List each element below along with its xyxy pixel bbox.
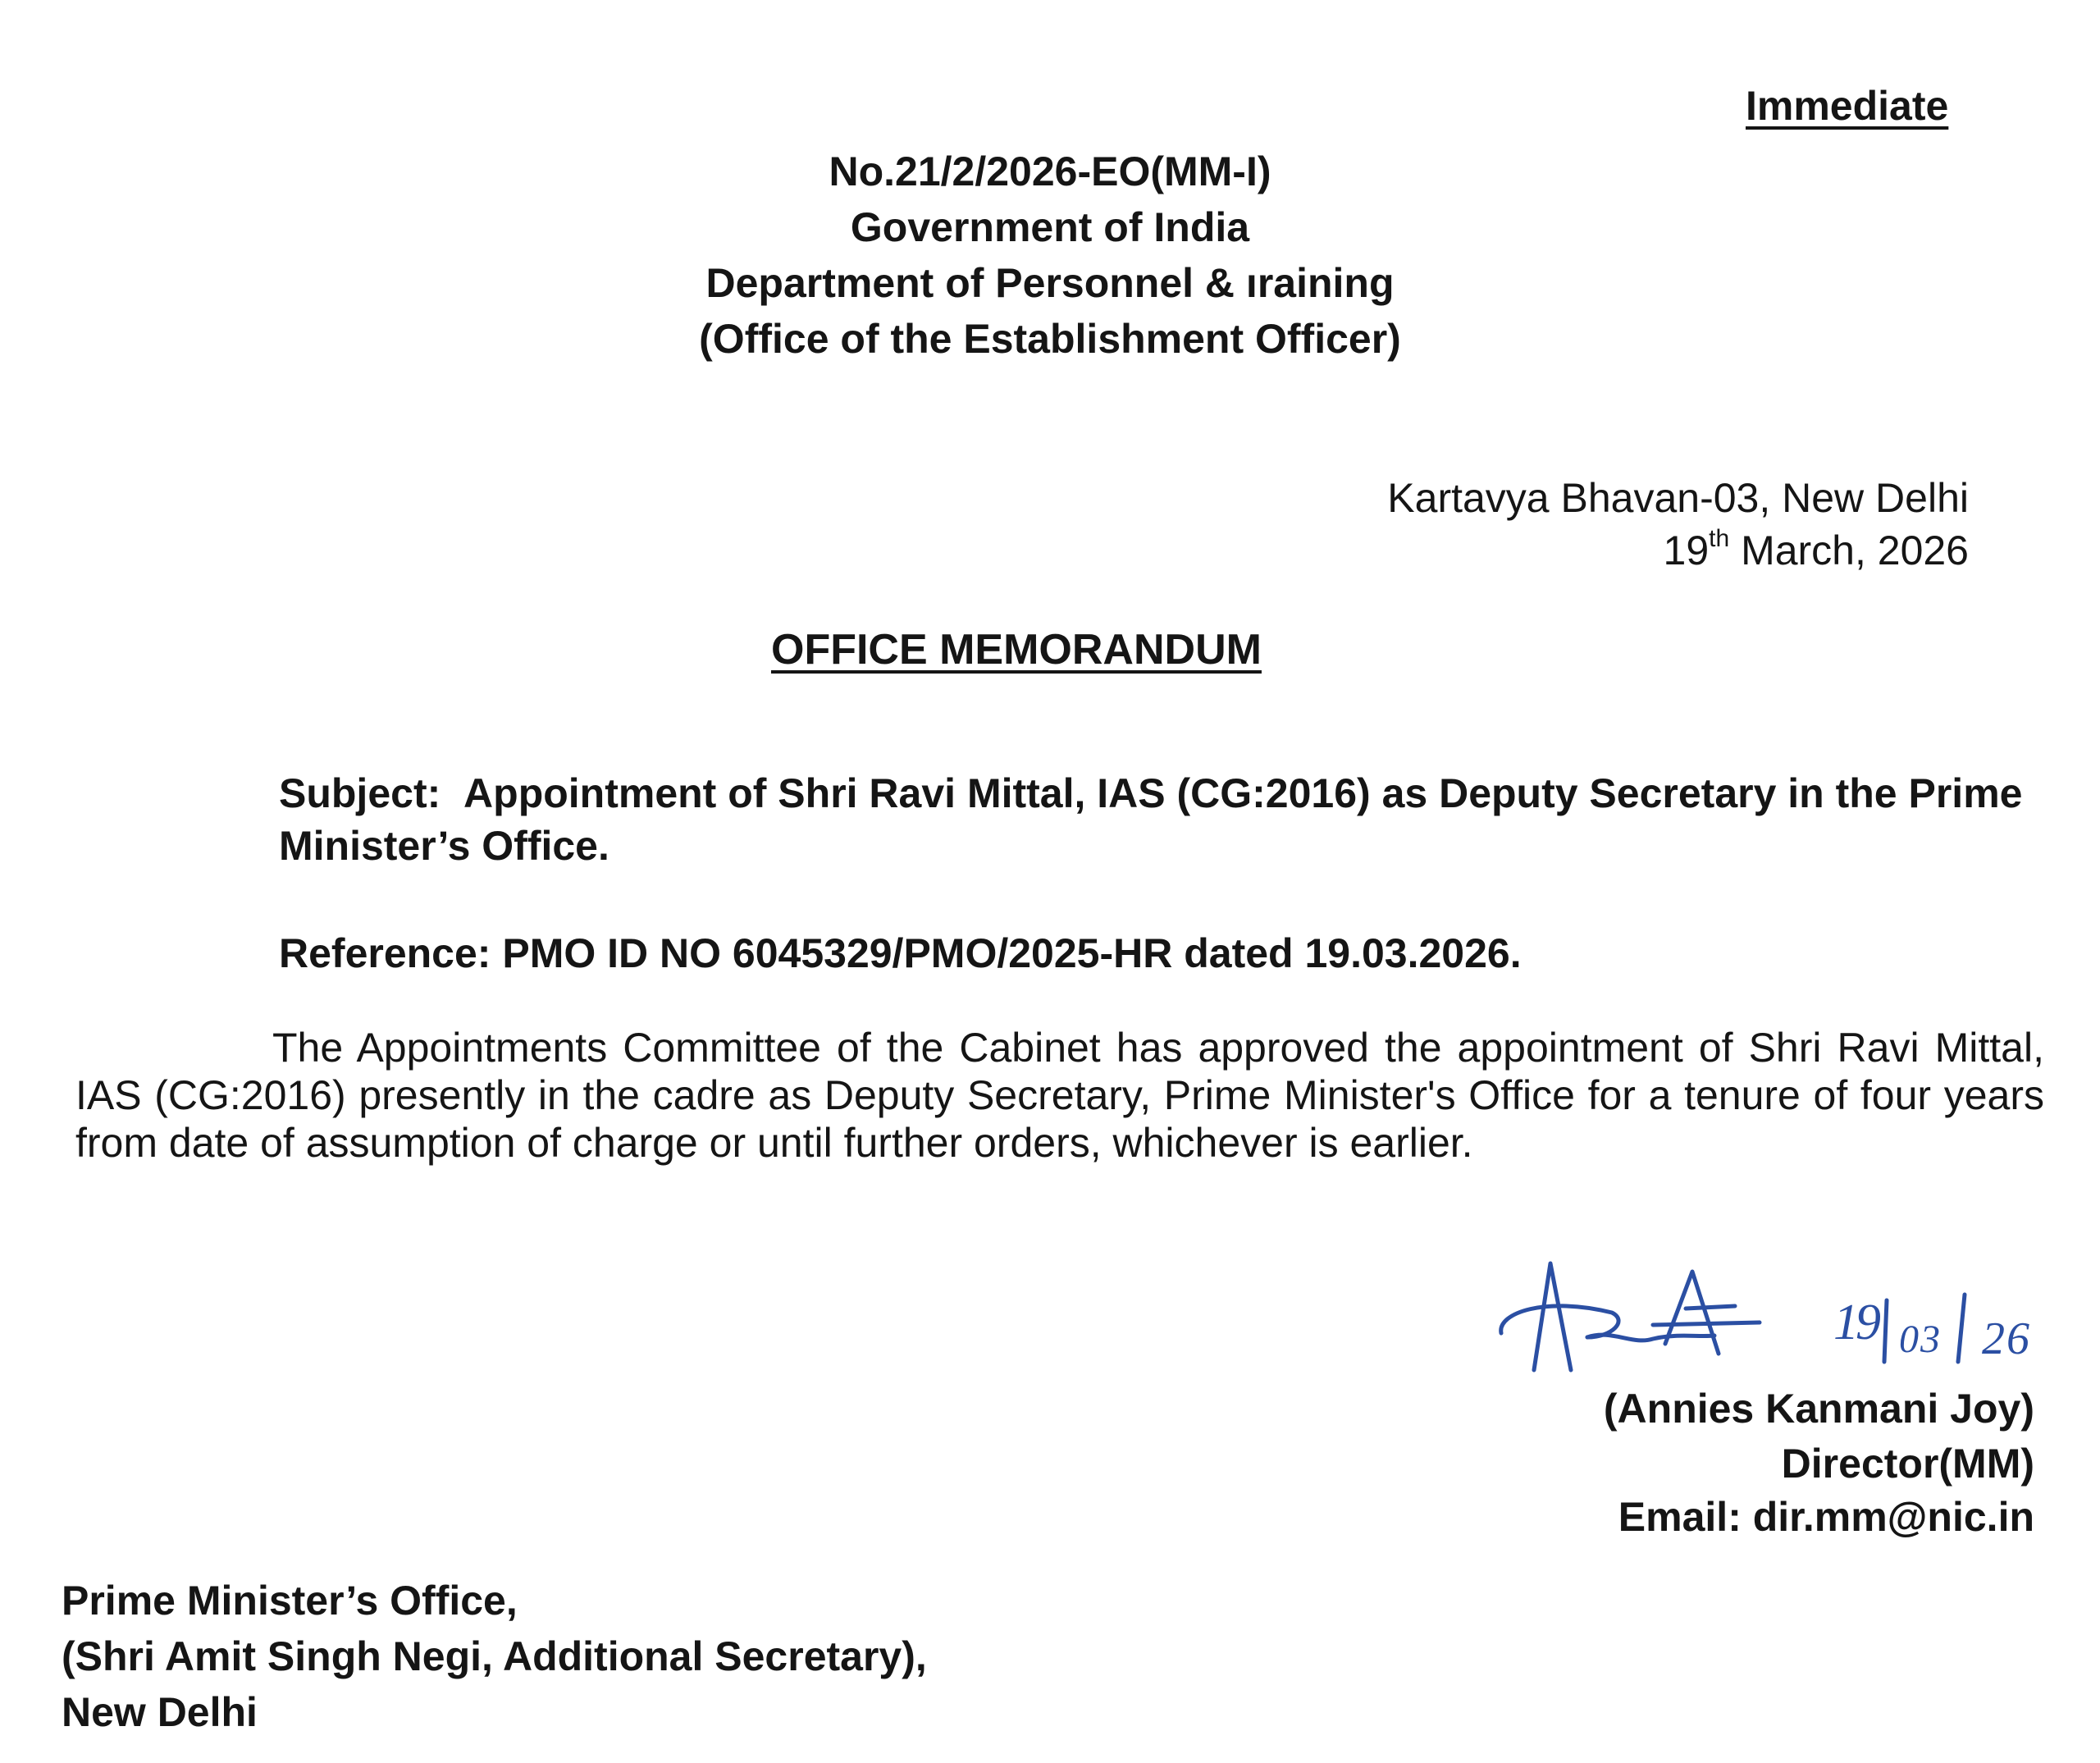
- signatory-designation: Director(MM): [1781, 1441, 2034, 1487]
- issue-date: [1664, 527, 1969, 574]
- government-heading: Government of India: [850, 204, 1250, 250]
- subject-block: [279, 767, 2043, 872]
- memo-title: OFFICE MEMORANDUM: [771, 626, 1262, 674]
- svg-text:3: 3: [1920, 1318, 1940, 1361]
- date-month-year: March, 2026: [1729, 528, 1969, 573]
- recipient-city: New Delhi: [62, 1689, 258, 1735]
- handwritten-signature: [1489, 1247, 2088, 1391]
- subject-label: Subject:: [279, 770, 441, 816]
- signatory-name: (Annies Kanmani Joy): [1603, 1386, 2034, 1432]
- office-heading: (Office of the Establishment Officer): [699, 316, 1401, 362]
- signatory-email: Email: dir.mm@nic.in: [1618, 1494, 2034, 1540]
- svg-text:1: 1: [1833, 1295, 1859, 1350]
- issue-place: Kartavya Bhavan-03, New Delhi: [1387, 475, 1969, 521]
- recipient-office: Prime Minister’s Office,: [62, 1578, 518, 1624]
- subject-text: Appointment of Shri Ravi Mittal, IAS (CG:2016) as Deputy Secretary in the Prime Minister’s Office.: [279, 770, 2023, 869]
- file-number: No.21/2/2026-EO(MM-I): [829, 148, 1271, 194]
- date-day: 19: [1663, 528, 1710, 573]
- body-paragraph: The Appointments Committee of the Cabinet has approved the appointment of Shri Ravi Mittal, IAS (CG:2016) presently in the cadre as Deputy Secretary, Prime Minister's Office for a tenure of four years from date of assumption of charge or until further orders, whichever is earlier.: [75, 1025, 2044, 1166]
- reference-line: Reference: PMO ID NO 6045329/PMO/2025-HR dated 19.03.2026.: [279, 930, 1522, 976]
- svg-text:6: 6: [2006, 1313, 2029, 1364]
- svg-text:2: 2: [1982, 1313, 2005, 1364]
- date-suffix: th: [1709, 525, 1730, 553]
- svg-text:0: 0: [1899, 1318, 1919, 1361]
- svg-text:9: 9: [1856, 1295, 1881, 1350]
- recipient-officer: (Shri Amit Singh Negi, Additional Secretary),: [62, 1633, 927, 1679]
- priority-label: Immediate: [1746, 83, 1949, 129]
- department-heading: Department of Personnel & ıraining: [705, 260, 1395, 306]
